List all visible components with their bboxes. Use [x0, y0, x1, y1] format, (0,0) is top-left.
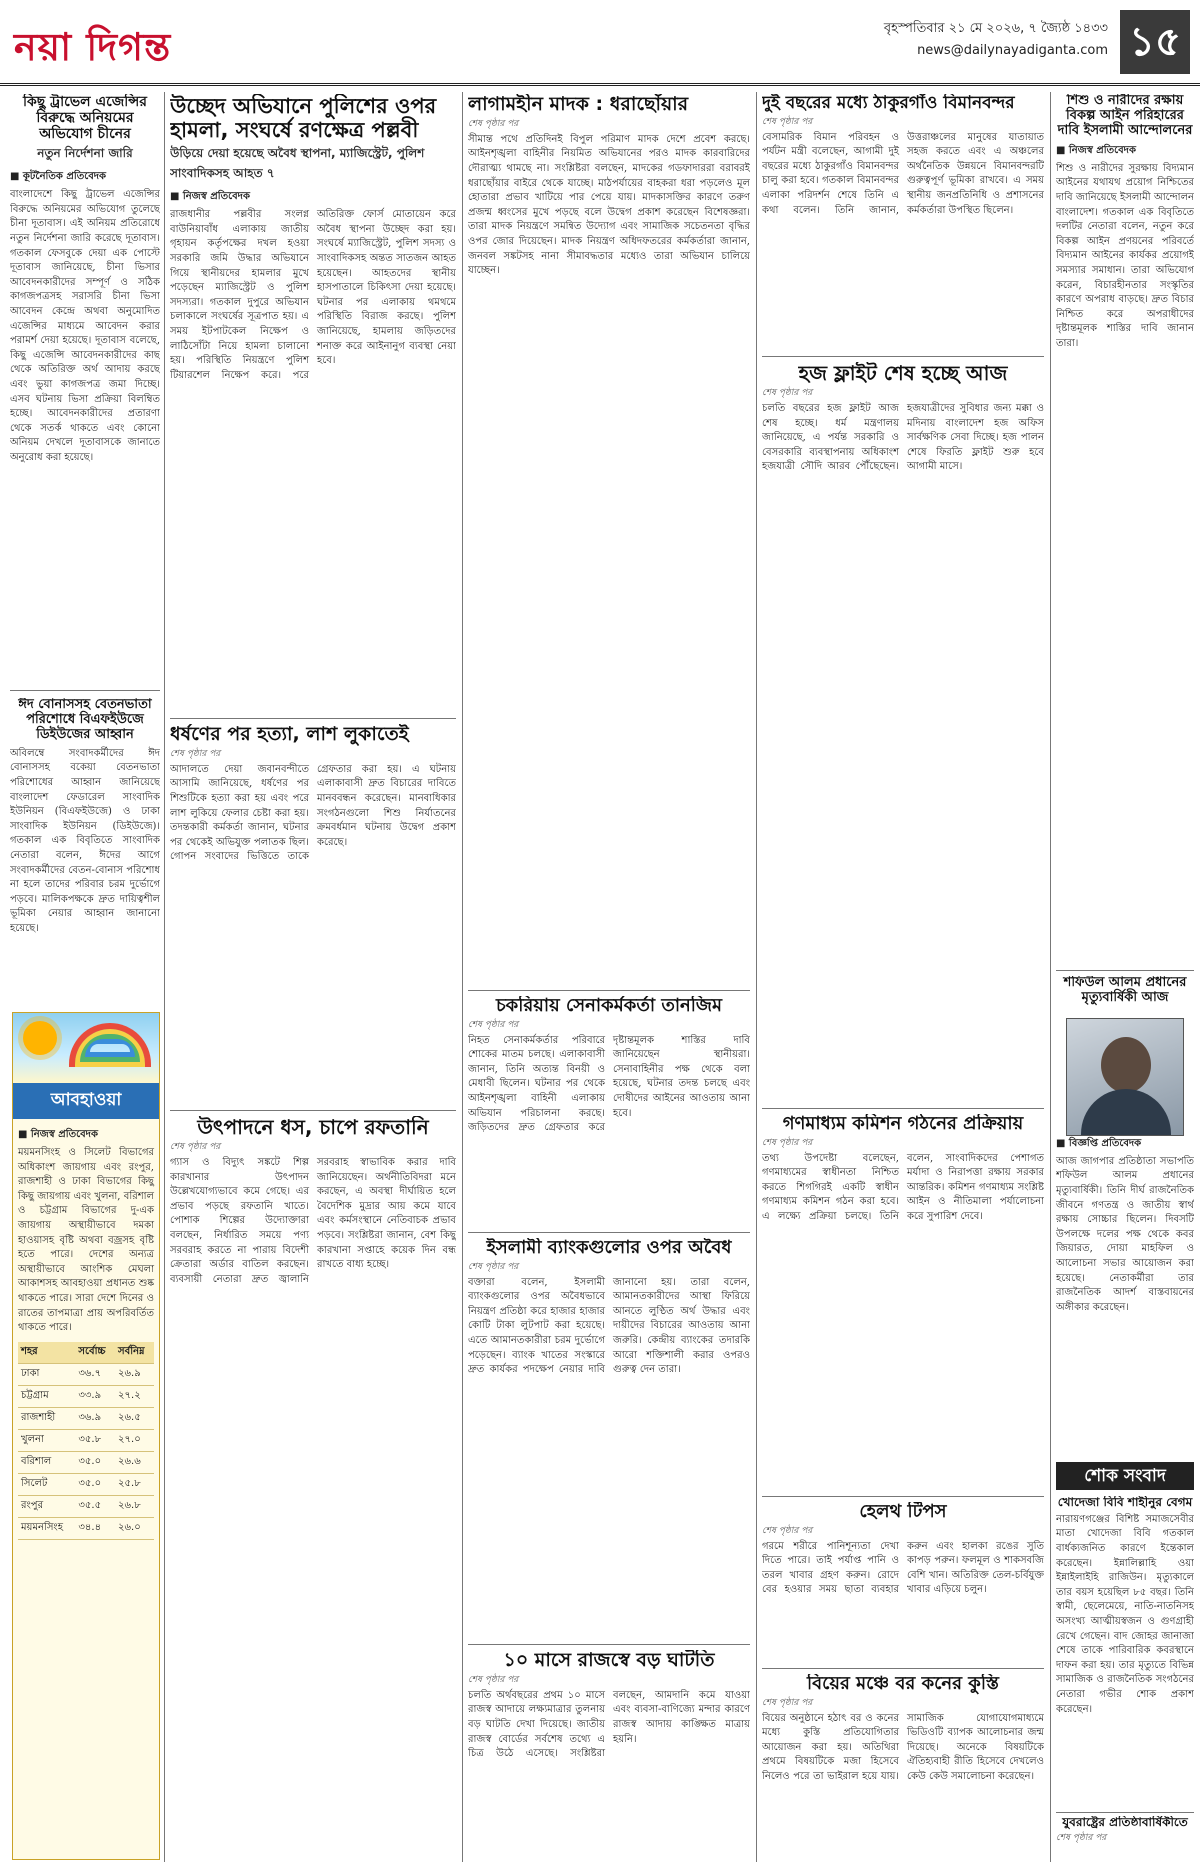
story-divider: [762, 356, 1044, 357]
story-media-commission[interactable]: [762, 1114, 1044, 1490]
story-divider: [762, 1108, 1044, 1109]
story-divider: [1056, 1812, 1194, 1813]
byline: ■ নিজস্ব প্রতিবেদক: [18, 1129, 98, 1140]
table-cell: বরিশাল: [18, 1451, 75, 1473]
table-cell: ৩৫.০: [75, 1451, 115, 1473]
headline: খোদেজা বিবি শাহীনুর বেগম: [1057, 1496, 1193, 1509]
byline: ■ নিজস্ব প্রতিবেদক: [1056, 144, 1136, 156]
story-body: চলতি অর্থবছরের প্রথম ১০ মাসে রাজস্ব আদায়ে লক্ষ্যমাত্রার তুলনায় বড় ঘাটতি দেখা দিয়েছে। জাতীয় রাজস্ব বোর্ডের সর্বশেষ তথ্যে এ চিত্র উঠে এসেছে। সংশ্লিষ্টরা বলছেন, আমদানি কমে যাওয়া এবং ব্যবসা-বাণিজ্যে মন্দার কারণে রাজস্ব আদায় কাঙ্ক্ষিত মাত্রায় হয়নি।: [468, 1689, 750, 1760]
byline: ■ বিজ্ঞপ্তি প্রতিবেদক: [1056, 1137, 1142, 1149]
headline: বিয়ের মঞ্চে বর কনের কুস্তি: [806, 1674, 999, 1694]
continued-label: শেষ পৃষ্ঠার পর: [762, 388, 813, 398]
page-number: ১৫: [1120, 10, 1190, 74]
story-divider: [468, 1232, 750, 1233]
subhead: উড়িয়ে দেয়া হয়েছে অবৈধ স্থাপনা, ম্যাজিস্ট্রেট, পুলিশ সাংবাদিকসহ আহত ৭: [170, 146, 425, 181]
story-eviction-clash[interactable]: [170, 94, 456, 712]
column-divider: [756, 92, 757, 1862]
story-body: রাজধানীর পল্লবীর সংলগ্ন বাউনিয়াবাঁধ এলাকায় জাতীয় গৃহায়ন কর্তৃপক্ষের দখল হওয়া সরকারি জমি উদ্ধার অভিযানে গিয়ে স্থানীয়দের হামলার মুখে পড়েছেন ম্যাজিস্ট্রেট ও পুলিশ সদস্যরা। গতকাল দুপুরে অভিযান চলাকালে সংঘর্ষের সূত্রপাত হয়। এ সময় ইটপাটকেল নিক্ষেপ ও লাঠিসোঁটা নিয়ে হামলা চালানো হয়। পরিস্থিতি নিয়ন্ত্রণে পুলিশ টিয়ারশেল নিক্ষেপ করে। পরে অতিরিক্ত ফোর্স মোতায়েন করে অবৈধ স্থাপনা উচ্ছেদ করা হয়। সংঘর্ষে ম্যাজিস্ট্রেট, পুলিশ সদস্য ও সাংবাদিকসহ অন্তত সাতজন আহত হয়েছেন। আহতদের স্থানীয় হাসপাতালে চিকিৎসা দেয়া হয়েছে। ঘটনার পর এলাকায় থমথমে পরিস্থিতি বিরাজ করছে। পুলিশ জানিয়েছে, হামলায় জড়িতদের শনাক্ত করে আইনানুগ ব্যবস্থা নেয়া হবে।: [170, 209, 456, 381]
headline: কিছু ট্রাভেল এজেন্সির বিরুদ্ধে অনিয়মের অভিযোগ চীনের: [22, 94, 148, 143]
continued-label: শেষ পৃষ্ঠার পর: [762, 1137, 813, 1148]
story-youth-anniversary[interactable]: [1056, 1816, 1194, 1862]
headline: চকরিয়ায় সেনাকর্মকর্তা তানজিম: [495, 996, 723, 1016]
column-divider: [1050, 92, 1051, 1862]
story-divider: [170, 1110, 456, 1111]
story-body: বিয়ের অনুষ্ঠানে হঠাৎ বর ও কনের মধ্যে কুস্তি প্রতিযোগিতার আয়োজন করা হয়। অতিথিরা প্রথমে বিষয়টিকে মজা হিসেবে নিলেও পরে তা ভাইরাল হয়ে যায়। সামাজিক যোগাযোগমাধ্যমে ভিডিওটি ব্যাপক আলোচনার জন্ম দিয়েছে। অনেকে বিষয়টিকে ঐতিহ্যবাহী রীতি হিসেবে দেখলেও কেউ কেউ সমালোচনা করেছেন।: [762, 1712, 1044, 1783]
story-body: আজ জাগপার প্রতিষ্ঠাতা সভাপতি শফিউল আলম প্রধানের মৃত্যুবার্ষিকী। তিনি দীর্ঘ রাজনৈতিক জীবনে গণতন্ত্র ও জাতীয় স্বার্থ রক্ষায় সোচ্চার ছিলেন। দিবসটি উপলক্ষে দলের পক্ষ থেকে কবর জিয়ারত, দোয়া মাহফিল ও আলোচনা সভার আয়োজন করা হয়েছে। নেতাকর্মীরা তার রাজনৈতিক আদর্শ বাস্তবায়নের অঙ্গীকার করেছেন।: [1056, 1155, 1194, 1313]
table-cell: ২৬.৫: [115, 1407, 154, 1429]
table-row: [18, 1517, 154, 1539]
continued-label: শেষ পৃষ্ঠার পর: [762, 1525, 813, 1536]
table-cell: ২৬.০: [115, 1517, 154, 1539]
table-cell: ৩৫.০: [75, 1473, 115, 1495]
table-row: [18, 1363, 154, 1385]
table-cell: ২৭.২: [115, 1385, 154, 1407]
headline: ১০ মাসে রাজস্বে বড় ঘাটতি: [503, 1650, 715, 1671]
headline: শিশু ও নারীদের রক্ষায় বিকল্প আইন পরিহারের দাবি ইসলামী আন্দোলনের: [1057, 94, 1193, 138]
table-header: সর্বনিম্ন: [115, 1342, 154, 1364]
story-body: বক্তারা বলেন, ইসলামী ব্যাংকগুলোর ওপর অবৈধভাবে নিয়ন্ত্রণ প্রতিষ্ঠা করে হাজার হাজার কোটি টাকা লুটপাট করা হয়েছে। এতে আমানতকারীরা চরম দুর্ভোগে পড়েছেন। ব্যাংক খাতের সংস্কারে দ্রুত কার্যকর পদক্ষেপ নেয়ার দাবি জানানো হয়। তারা বলেন, আমানতকারীদের আস্থা ফিরিয়ে আনতে লুণ্ঠিত অর্থ উদ্ধার এবং দায়ীদের বিচারের আওতায় আনা জরুরি। কেন্দ্রীয় ব্যাংকের তদারকি আরো শক্তিশালী করার ওপরও গুরুত্ব দেন তারা।: [468, 1276, 750, 1376]
story-travel-agency[interactable]: [10, 94, 160, 684]
table-row: [18, 1451, 154, 1473]
headline: ঈদ বোনাসসহ বেতনভাতা পরিশোধে বিএফইউজে ডিইউজের আহ্বান: [18, 698, 152, 742]
weather-title: আবহাওয়া: [13, 1083, 159, 1119]
byline: ■ নিজস্ব প্রতিবেদক: [170, 191, 250, 203]
story-wedding-wrestling[interactable]: [762, 1674, 1044, 1862]
story-divider: [762, 1496, 1044, 1497]
table-cell: ২৬.৯: [115, 1363, 154, 1385]
column-divider: [164, 92, 165, 1862]
story-divider: [468, 1644, 750, 1645]
obituary-section-title: শোক সংবাদ: [1056, 1462, 1194, 1490]
table-cell: ৩৩.৯: [75, 1385, 115, 1407]
headline: ইসলামী ব্যাংকগুলোর ওপর অবৈধ: [486, 1238, 732, 1258]
continued-label: শেষ পৃষ্ঠার পর: [468, 1261, 519, 1272]
story-body: গরমে শরীরে পানিশূন্যতা দেখা দিতে পারে। তাই পর্যাপ্ত পানি ও তরল খাবার গ্রহণ করুন। রোদে বের হওয়ার সময় ছাতা ব্যবহার করুন এবং হালকা রঙের সুতি কাপড় পরুন। ফলমূল ও শাকসবজি বেশি খান। অতিরিক্ত তেল-চর্বিযুক্ত খাবার এড়িয়ে চলুন।: [762, 1540, 1044, 1596]
continued-label: শেষ পৃষ্ঠার পর: [468, 118, 519, 129]
story-health-tips[interactable]: [762, 1502, 1044, 1662]
table-cell: খুলনা: [18, 1429, 75, 1451]
story-army-officer[interactable]: [468, 996, 750, 1226]
story-rape-murder[interactable]: [170, 724, 456, 1106]
table-cell: ৩৬.৯: [75, 1407, 115, 1429]
table-row: [18, 1407, 154, 1429]
story-body: বেসামরিক বিমান পরিবহন ও পর্যটন মন্ত্রী বলেছেন, আগামী দুই বছরের মধ্যে ঠাকুরগাঁও বিমানবন্দর চালু করা হবে। গতকাল বিমানবন্দর এলাকা পরিদর্শন শেষে তিনি এ কথা বলেন। তিনি জানান, উত্তরাঞ্চলের মানুষের যাতায়াত সহজ করতে এবং এ অঞ্চলের অর্থনৈতিক উন্নয়নে বিমানবন্দরটি গুরুত্বপূর্ণ ভূমিকা রাখবে। এ সময় স্থানীয় জনপ্রতিনিধি ও প্রশাসনের কর্মকর্তারা উপস্থিত ছিলেন।: [762, 131, 1044, 216]
table-row: [18, 1495, 154, 1517]
weather-forecast: ময়মনসিংহ ও সিলেট বিভাগের অধিকাংশ জায়গায় এবং রংপুর, রাজশাহী ও ঢাকা বিভাগের কিছু কিছু জায়গায় এবং খুলনা, বরিশাল ও চট্টগ্রাম বিভাগের দু-এক জায়গায় অস্থায়ীভাবে দমকা হাওয়াসহ বৃষ্টি অথবা বজ্রসহ বৃষ্টি হতে পারে। দেশের অন্যত্র অস্থায়ীভাবে আংশিক মেঘলা আকাশসহ আবহাওয়া প্রধানত শুষ্ক থাকতে পারে। সারা দেশে দিনের ও রাতের তাপমাত্রা প্রায় অপরিবর্তিত থাকতে পারে।: [18, 1147, 154, 1334]
table-header: সর্বোচ্চ: [75, 1342, 115, 1364]
story-body: গ্যাস ও বিদ্যুৎ সঙ্কটে শিল্প কারখানার উৎপাদন উল্লেখযোগ্যভাবে কমে গেছে। এর প্রভাব পড়ছে রফতানি খাতে। পোশাক শিল্পের উদ্যোক্তারা বলছেন, নির্ধারিত সময়ে পণ্য সরবরাহ করতে না পারায় বিদেশী ক্রেতারা অর্ডার বাতিল করছেন। ব্যবসায়ী নেতারা দ্রুত জ্বালানি সরবরাহ স্বাভাবিক করার দাবি জানিয়েছেন। অর্থনীতিবিদরা মনে করছেন, এ অবস্থা দীর্ঘায়িত হলে বৈদেশিক মুদ্রার আয় কমে যাবে এবং কর্মসংস্থানে নেতিবাচক প্রভাব পড়বে। সংশ্লিষ্টরা জানান, বেশ কিছু কারখানা সপ্তাহে কয়েক দিন বন্ধ রাখতে বাধ্য হচ্ছে।: [170, 1157, 456, 1285]
headline: লাগামহীন মাদক : ধরাছোঁয়ার: [468, 94, 689, 115]
story-islami-andolon[interactable]: [1056, 94, 1194, 964]
column-divider: [462, 92, 463, 1862]
rainbow-icon: [69, 1023, 151, 1067]
table-cell: রাজশাহী: [18, 1407, 75, 1429]
newspaper-logo[interactable]: নয়া দিগন্ত: [14, 25, 172, 69]
weather-box: [12, 1012, 160, 1860]
table-row: [18, 1385, 154, 1407]
story-body: সীমান্ত পথে প্রতিদিনই বিপুল পরিমাণ মাদক দেশে প্রবেশ করছে। আইনশৃঙ্খলা বাহিনীর নিয়মিত অভিযানের পরও মাদক কারবারিদের দৌরাত্ম্য থামছে না। সংশ্লিষ্টরা বলছেন, মাদকের গডফাদাররা বরাবরই ধরাছোঁয়ার বাইরে থেকে যাচ্ছে। মাঠপর্যায়ের বাহকরা ধরা পড়লেও মূল হোতারা প্রভাব খাটিয়ে পার পেয়ে যায়। মাদকাসক্তির কারণে তরুণ প্রজন্ম ধ্বংসের মুখে পড়ছে বলে উদ্বেগ প্রকাশ করেছেন বিশেষজ্ঞরা। তারা মাদক নিয়ন্ত্রণে সমন্বিত উদ্যোগ এবং সামাজিক সচেতনতা বৃদ্ধির ওপর জোর দিয়েছেন। মাদক নিয়ন্ত্রণ অধিদফতরের কর্মকর্তারা জানান, জনবল সঙ্কটসহ নানা সীমাবদ্ধতার মধ্যেও তারা অভিযান চালিয়ে যাচ্ছেন।: [468, 133, 750, 277]
continued-label: শেষ পৃষ্ঠার পর: [1056, 1832, 1107, 1843]
sun-icon: [23, 1021, 57, 1055]
continued-label: শেষ পৃষ্ঠার পর: [170, 748, 221, 759]
continued-label: শেষ পৃষ্ঠার পর: [170, 1142, 221, 1152]
headline: উৎপাদনে ধস, চাপে রফতানি: [197, 1116, 429, 1139]
portrait-head: [1101, 1037, 1151, 1093]
story-divider: [762, 1668, 1044, 1669]
headline: যুবরাষ্ট্রের প্রতিষ্ঠাবার্ষিকীতে: [1062, 1816, 1188, 1829]
headline: হজ ফ্লাইট শেষ হচ্ছে আজ: [798, 362, 1008, 385]
story-eid-bonus[interactable]: [10, 698, 160, 1004]
story-divider: [10, 690, 160, 691]
story-body: আদালতে দেয়া জবানবন্দীতে আসামি জানিয়েছে, ধর্ষণের পর শিশুটিকে হত্যা করা হয় এবং পরে লাশ লুকিয়ে ফেলার চেষ্টা করা হয়। তদন্তকারী কর্মকর্তা জানান, ঘটনার পর থেকেই অভিযুক্ত পলাতক ছিল। গোপন সংবাদের ভিত্তিতে তাকে গ্রেফতার করা হয়। এ ঘটনায় এলাকাবাসী দ্রুত বিচারের দাবিতে মানববন্ধন করেছেন। মানবাধিকার সংগঠনগুলো শিশু নির্যাতনের ক্রমবর্ধমান ঘটনায় উদ্বেগ প্রকাশ করেছে।: [170, 763, 456, 863]
headline: হেলথ টিপস: [859, 1502, 947, 1522]
portrait-photo: [1066, 1018, 1184, 1136]
headline: ধর্ষণের পর হত্যা, লাশ লুকাতেই: [170, 724, 409, 745]
issue-date: বৃহস্পতিবার ২১ মে ২০২৬, ৭ জ্যৈষ্ঠ ১৪৩৩: [883, 21, 1108, 36]
story-hajj-flight[interactable]: [762, 362, 1044, 1102]
table-cell: সিলেট: [18, 1473, 75, 1495]
continued-label: শেষ পৃষ্ঠার পর: [762, 116, 813, 127]
story-divider: [1056, 970, 1194, 971]
table-header: শহর: [18, 1342, 75, 1364]
headline: উচ্ছেদ অভিযানে পুলিশের ওপর হামলা, সংঘর্ষে রণক্ষেত্র পল্লবী: [170, 94, 437, 143]
story-body: শিশু ও নারীদের সুরক্ষায় বিদ্যমান আইনের যথাযথ প্রয়োগ নিশ্চিতের দাবি জানিয়েছে ইসলামী আন্দোলন বাংলাদেশ। গতকাল এক বিবৃতিতে দলটির নেতারা বলেন, নতুন করে বিকল্প আইন প্রণয়নের পরিবর্তে বিদ্যমান আইনের কার্যকর প্রয়োগই সমস্যার সমাধান। তারা অভিযোগ করেন, বিচারহীনতার সংস্কৃতির কারণে অপরাধ বাড়ছে। দ্রুত বিচার নিশ্চিত করে অপরাধীদের দৃষ্টান্তমূলক শাস্তির দাবি জানান তারা।: [1056, 162, 1194, 349]
story-divider: [468, 990, 750, 991]
contact-email[interactable]: news@dailynayadiganta.com: [917, 43, 1108, 58]
table-row: [18, 1429, 154, 1451]
table-cell: ৩৫.৫: [75, 1495, 115, 1517]
continued-label: শেষ পৃষ্ঠার পর: [468, 1674, 519, 1685]
story-body: বাংলাদেশে কিছু ট্রাভেল এজেন্সির বিরুদ্ধে অনিয়মের অভিযোগ তুলেছে চীনা দূতাবাস। এই অনিয়ম প্রতিরোধে নতুন নির্দেশনা জারি করেছে দূতাবাস। গতকাল ফেসবুকে দেয়া এক পোস্টে দূতাবাস জানিয়েছে, চীনা ভিসার আবেদনকারীদের সম্পূর্ণ ও সঠিক কাগজপত্রসহ সরাসরি চীনা ভিসা আবেদন কেন্দ্রে অথবা অনুমোদিত এজেন্সির মাধ্যমে আবেদন করার পরামর্শ দেয়া হয়েছে। দূতাবাস বলেছে, কিছু এজেন্সি আবেদনকারীদের কাছ থেকে অতিরিক্ত অর্থ আদায় করছে এবং ভুয়া কাগজপত্র জমা দিচ্ছে। এসব ঘটনায় ভিসা প্রক্রিয়া বিলম্বিত হচ্ছে। আবেদনকারীদের প্রতারণা থেকে সতর্ক থাকতে এবং কোনো অনিয়ম দেখলে দূতাবাসকে জানাতে অনুরোধ করা হয়েছে।: [10, 189, 160, 463]
story-body: অবিলম্বে সংবাদকর্মীদের ঈদ বোনাসসহ বকেয়া বেতনভাতা পরিশোধের আহ্বান জানিয়েছে বাংলাদেশ ফেডারেল সাংবাদিক ইউনিয়ন (বিএফইউজে) ও ঢাকা সাংবাদিক ইউনিয়ন (ডিইউজে)। গতকাল এক বিবৃতিতে সাংবাদিক নেতারা বলেন, ঈদের আগে সংবাদকর্মীদের বেতন-বোনাস পরিশোধ না হলে তাদের পরিবার চরম দুর্ভোগে পড়বে। মালিকপক্ষকে দ্রুত দায়িত্বশীল ভূমিকা নেয়ার আহ্বান জানানো হয়েছে।: [10, 747, 160, 934]
subhead: নতুন নির্দেশনা জারি: [37, 146, 133, 161]
story-thakurgaon-airport[interactable]: [762, 94, 1044, 350]
story-body: চলতি বছরের হজ ফ্লাইট আজ শেষ হচ্ছে। ধর্ম মন্ত্রণালয় জানিয়েছে, এ পর্যন্ত সরকারি ও বেসরকারি ব্যবস্থাপনায় অধিকাংশ হজযাত্রী সৌদি আরব পৌঁছেছেন। হজযাত্রীদের সুবিধার জন্য মক্কা ও মদিনায় বাংলাদেশ হজ অফিস সার্বক্ষণিক সেবা দিচ্ছে। হজ পালন শেষে ফিরতি ফ্লাইট শুরু হবে আগামী মাসে।: [762, 403, 1044, 473]
headline: গণমাধ্যম কমিশন গঠনের প্রক্রিয়ায়: [782, 1114, 1024, 1134]
table-cell: ৩৫.৮: [75, 1429, 115, 1451]
continued-label: শেষ পৃষ্ঠার পর: [468, 1019, 519, 1030]
table-cell: ২৬.৬: [115, 1451, 154, 1473]
story-body: নারায়ণগঞ্জের বিশিষ্ট সমাজসেবীর মাতা খোদেজা বিবি গতকাল বার্ধক্যজনিত কারণে ইন্তেকাল করেছেন। ইন্নালিল্লাহি ওয়া ইন্নাইলাইহি রাজিউন। মৃত্যুকালে তার বয়স হয়েছিল ৮৫ বছর। তিনি স্বামী, ছেলেমেয়ে, নাতি-নাতনিসহ অসংখ্য আত্মীয়স্বজন ও গুণগ্রাহী রেখে গেছেন। বাদ জোহর জানাজা শেষে তাকে পারিবারিক কবরস্থানে দাফন করা হয়। তার মৃত্যুতে বিভিন্ন সামাজিক ও রাজনৈতিক সংগঠনের নেতারা গভীর শোক প্রকাশ করেছেন।: [1056, 1513, 1194, 1715]
story-body: নিহত সেনাকর্মকর্তার পরিবারে শোকের মাতম চলছে। এলাকাবাসী জানান, তিনি অত্যন্ত বিনয়ী ও মেধাবী ছিলেন। ঘটনার পর থেকে আইনশৃঙ্খলা বাহিনী এলাকায় অভিযান পরিচালনা করছে। জড়িতদের দ্রুত গ্রেফতার করে দৃষ্টান্তমূলক শাস্তির দাবি জানিয়েছেন স্থানীয়রা। সেনাবাহিনীর পক্ষ থেকে বলা হয়েছে, ঘটনার তদন্ত চলছে এবং দোষীদের আইনের আওতায় আনা হবে।: [468, 1034, 750, 1134]
portrait-torso: [1081, 1089, 1171, 1136]
story-revenue-deficit[interactable]: [468, 1650, 750, 1862]
temperature-table: [18, 1342, 154, 1540]
byline: ■ কূটনৈতিক প্রতিবেদক: [10, 171, 107, 183]
headline: শফিউল আলম প্রধানের মৃত্যুবার্ষিকী আজ: [1063, 976, 1187, 1005]
table-cell: ৩৪.৪: [75, 1517, 115, 1539]
story-obituary[interactable]: [1056, 1496, 1194, 1808]
table-cell: রংপুর: [18, 1495, 75, 1517]
masthead: [0, 0, 1200, 86]
continued-label: শেষ পৃষ্ঠার পর: [762, 1697, 813, 1708]
story-export-pressure[interactable]: [170, 1116, 456, 1860]
table-cell: ঢাকা: [18, 1363, 75, 1385]
table-cell: ২৭.০: [115, 1429, 154, 1451]
table-cell: ময়মনসিংহ: [18, 1517, 75, 1539]
story-body: তথ্য উপদেষ্টা বলেছেন, গণমাধ্যমের স্বাধীনতা নিশ্চিত করতে শিগগিরই একটি স্বাধীন গণমাধ্যম কমিশন গঠন করা হবে। এ লক্ষ্যে প্রক্রিয়া চলছে। তিনি বলেন, সাংবাদিকদের পেশাগত মর্যাদা ও নিরাপত্তা রক্ষায় সরকার আন্তরিক। কমিশন গণমাধ্যম সংশ্লিষ্ট আইন ও নীতিমালা পর্যালোচনা করে সুপারিশ দেবে।: [762, 1152, 1044, 1223]
weather-banner: [13, 1013, 159, 1083]
headline: দুই বছরের মধ্যে ঠাকুরগাঁও বিমানবন্দর: [762, 94, 1015, 113]
table-cell: ২৬.৮: [115, 1495, 154, 1517]
table-cell: চট্টগ্রাম: [18, 1385, 75, 1407]
story-islami-banks[interactable]: [468, 1238, 750, 1638]
table-cell: ২৫.৮: [115, 1473, 154, 1495]
story-drugs[interactable]: [468, 94, 750, 984]
table-row: [18, 1473, 154, 1495]
dateline: [884, 18, 1108, 62]
table-cell: ৩৬.৭: [75, 1363, 115, 1385]
story-divider: [170, 718, 456, 719]
